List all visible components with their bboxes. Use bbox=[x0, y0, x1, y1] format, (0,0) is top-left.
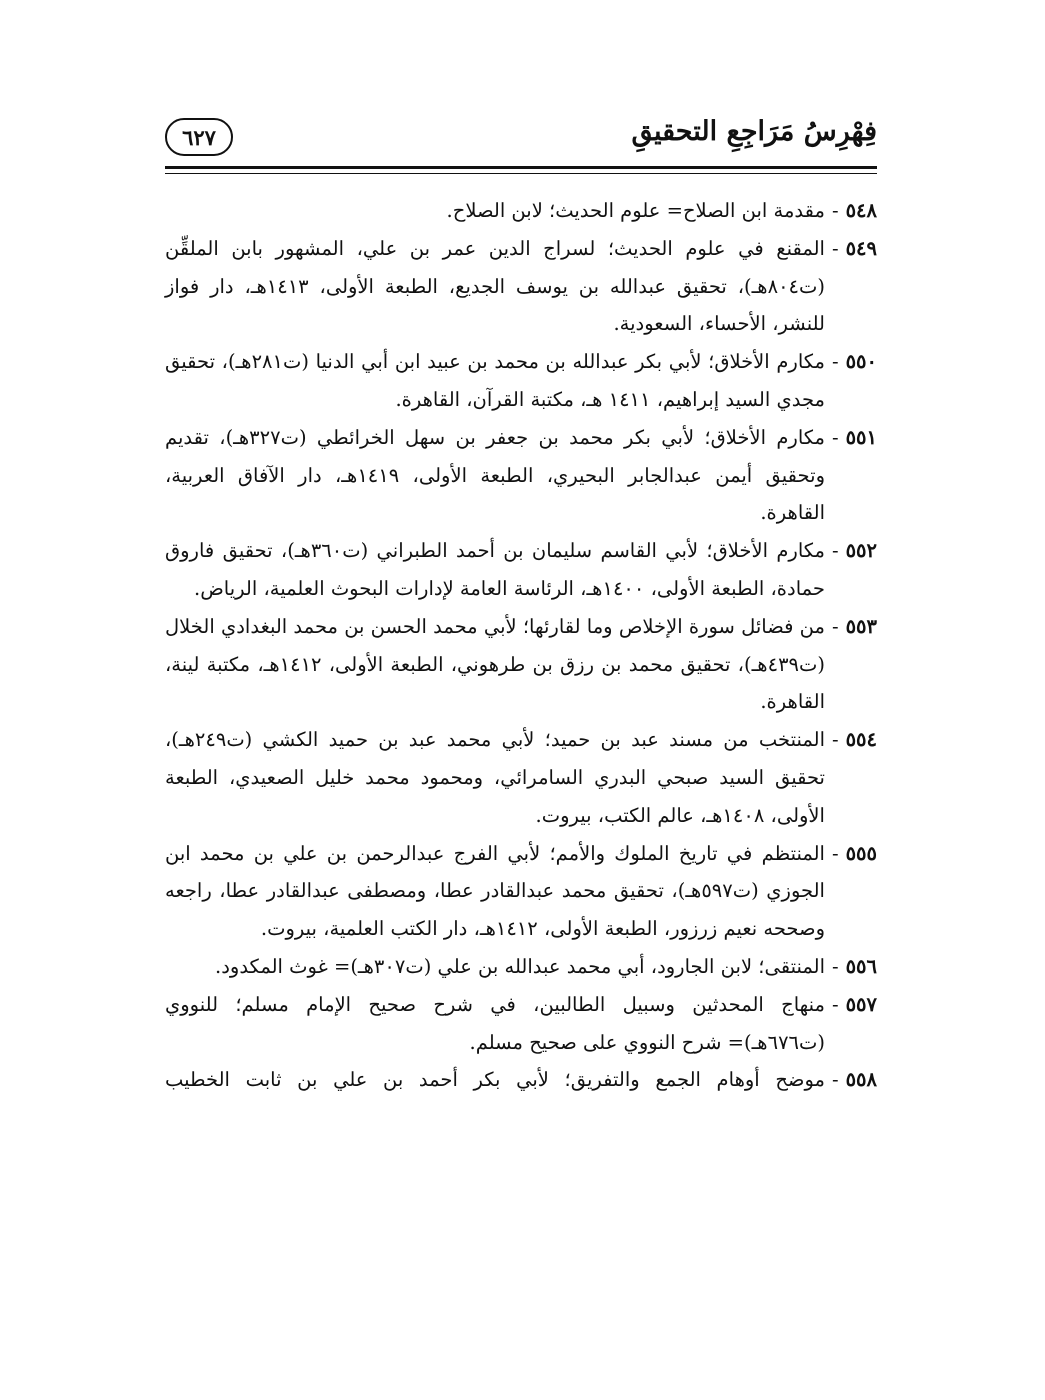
entry-dash: - bbox=[831, 841, 839, 865]
entry-number: ٥٥٦ bbox=[845, 954, 877, 978]
entry-number: ٥٥٧ bbox=[845, 992, 877, 1016]
entry-number: ٥٥٢ bbox=[845, 539, 877, 563]
entry-dash: - bbox=[831, 425, 839, 449]
header-rule-thick bbox=[165, 166, 877, 169]
entry-text: المنتظم في تاريخ الملوك والأمم؛ لأبي الفرج عبدالرحمن بن علي بن محمد ابن الجوزي (ت٥٩٧هـ)، تحقيق محمد عبدالقادر عطا، ومصطفى عبدالقادر عطا، راجعه وصححه نعيم زرزور، الطبعة الأولى، ١٤١٢هـ، دار الكتب العلمية، بيروت. bbox=[165, 841, 825, 941]
header-rule-thin bbox=[165, 173, 877, 174]
page-number-badge bbox=[165, 118, 233, 156]
entry-dash: - bbox=[831, 350, 839, 374]
reference-entry bbox=[165, 343, 877, 419]
page-header bbox=[165, 112, 877, 164]
entry-text: مكارم الأخلاق؛ لأبي بكر عبدالله بن محمد بن عبيد ابن أبي الدنيا (ت٢٨١هـ)، تحقيق مجدي السيد إبراهيم، ١٤١١ هـ، مكتبة القرآن، القاهرة. bbox=[165, 350, 825, 411]
reference-entry bbox=[165, 419, 877, 532]
entry-text: من فضائل سورة الإخلاص وما لقارئها؛ لأبي محمد الحسن بن محمد البغدادي الخلال (ت٤٣٩هـ)، تحقيق محمد بن رزق بن طرهوني، الطبعة الأولى، ١٤١٢هـ، مكتبة لينة، القاهرة. bbox=[165, 614, 825, 714]
entry-text: المنتقى؛ لابن الجارود، أبي محمد عبدالله بن علي (ت٣٠٧هـ)= غوث المكدود. bbox=[215, 954, 825, 978]
reference-entry bbox=[165, 1061, 877, 1099]
reference-list bbox=[165, 192, 877, 1099]
entry-text: المنتخب من مسند عبد بن حميد؛ لأبي محمد عبد بن حميد الكشي (ت٢٤٩هـ)، تحقيق السيد صبحي البدري السامرائي، ومحمود محمد خليل الصعيدي، الطبعة الأولى، ١٤٠٨هـ، عالم الكتب، بيروت. bbox=[165, 728, 825, 827]
entry-dash: - bbox=[831, 1068, 839, 1092]
reference-entry bbox=[165, 608, 877, 721]
reference-entry bbox=[165, 948, 877, 986]
entry-number: ٥٥٥ bbox=[845, 841, 877, 865]
running-title: فِهْرِسُ مَرَاجِعِ التحقيقِ bbox=[631, 116, 877, 147]
reference-entry bbox=[165, 192, 877, 230]
entry-dash: - bbox=[831, 614, 839, 638]
reference-entry bbox=[165, 721, 877, 834]
entry-text: مقدمة ابن الصلاح= علوم الحديث؛ لابن الصلاح. bbox=[446, 199, 825, 222]
entry-number: ٥٥٨ bbox=[845, 1068, 877, 1092]
entry-dash: - bbox=[831, 992, 839, 1016]
reference-entry bbox=[165, 835, 877, 948]
entry-number: ٥٥٣ bbox=[845, 614, 877, 638]
entry-dash: - bbox=[831, 539, 839, 563]
entry-dash: - bbox=[831, 954, 839, 978]
entry-number: ٥٤٩ bbox=[845, 236, 877, 260]
entry-number: ٥٥١ bbox=[845, 425, 877, 449]
entry-text: مكارم الأخلاق؛ لأبي القاسم سليمان بن أحمد الطبراني (ت٣٦٠هـ)، تحقيق فاروق حمادة، الطبعة الأولى، ١٤٠٠هـ، الرئاسة العامة لإدارات البحوث العلمية، الرياض. bbox=[165, 539, 825, 600]
entry-text: المقنع في علوم الحديث؛ لسراج الدين عمر بن علي، المشهور بابن الملقِّن (ت٨٠٤هـ)، تحقيق عبدالله بن يوسف الجديع، الطبعة الأولى، ١٤١٣هـ، دار فواز للنشر، الأحساء، السعودية. bbox=[165, 236, 825, 336]
entry-dash: - bbox=[831, 728, 839, 752]
reference-entry bbox=[165, 532, 877, 608]
entry-dash: - bbox=[831, 236, 839, 260]
entry-dash: - bbox=[831, 199, 839, 222]
entry-text: موضح أوهام الجمع والتفريق؛ لأبي بكر أحمد بن علي بن ثابت الخطيب bbox=[165, 1068, 825, 1092]
entry-text: منهاج المحدثين وسبيل الطالبين، في شرح صحيح الإمام مسلم؛ للنووي (ت٦٧٦هـ)= شرح النووي على صحيح مسلم. bbox=[165, 992, 825, 1054]
entry-number: ٥٥٤ bbox=[845, 728, 877, 752]
entry-number: ٥٤٨ bbox=[845, 199, 877, 222]
page-number: ٦٢٧ bbox=[182, 124, 216, 150]
reference-entry bbox=[165, 986, 877, 1062]
reference-entry bbox=[165, 230, 877, 343]
entry-number: ٥٥٠ bbox=[845, 350, 877, 374]
entry-text: مكارم الأخلاق؛ لأبي بكر محمد بن جعفر بن سهل الخرائطي (ت٣٢٧هـ)، تقديم وتحقيق أيمن عبدالجابر البحيري، الطبعة الأولى، ١٤١٩هـ، دار الآفاق العربية، القاهرة. bbox=[165, 425, 825, 525]
